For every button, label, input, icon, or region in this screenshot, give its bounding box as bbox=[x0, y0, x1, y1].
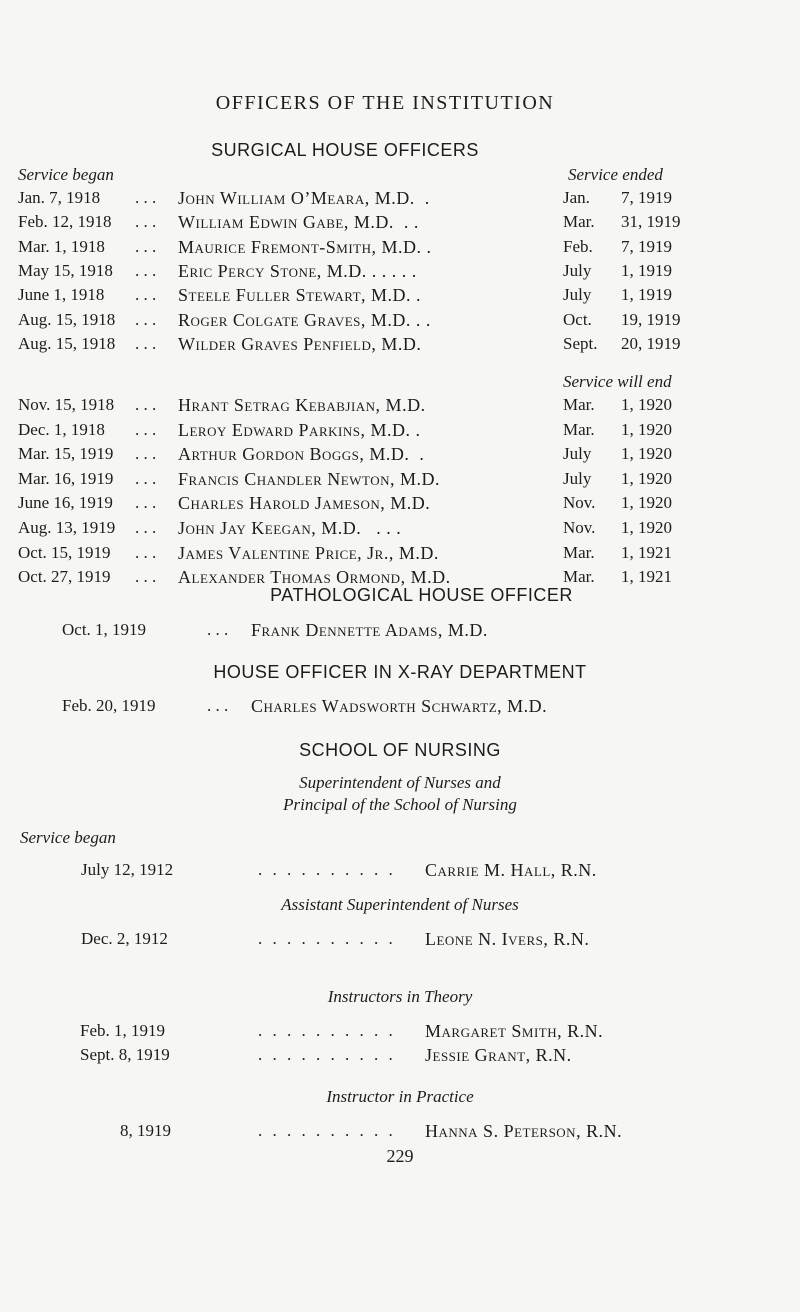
officer-name: Eric Percy Stone, M.D. . . . . . bbox=[178, 260, 417, 281]
leader-dots: . . . bbox=[135, 333, 157, 353]
service-began-date: June 1, 1918 bbox=[18, 285, 105, 305]
practice-row bbox=[0, 1121, 800, 1145]
leader-dots: . . . bbox=[135, 285, 157, 305]
assistant-row bbox=[0, 929, 800, 953]
service-end-month: Oct. bbox=[563, 309, 592, 329]
superintendent-row bbox=[0, 860, 800, 884]
service-end-month: Mar. bbox=[563, 395, 595, 414]
assistant-name: Leone N. Ivers, R.N. bbox=[425, 929, 590, 949]
officer-row bbox=[0, 237, 800, 261]
officer-name: Wilder Graves Penfield, M.D. bbox=[178, 333, 422, 354]
leader-dots: . . . bbox=[135, 395, 157, 414]
service-end-month: Mar. bbox=[563, 542, 595, 562]
theory-dots: . . . . . . . . . . bbox=[258, 1045, 396, 1064]
officer-name: Maurice Fremont-Smith, M.D. . bbox=[178, 236, 432, 257]
service-began-date: Aug. 13, 1919 bbox=[18, 518, 116, 537]
col-service-began: Service began bbox=[18, 165, 114, 184]
service-began-date: Mar. 15, 1919 bbox=[18, 444, 114, 464]
leader-dots: . . . bbox=[135, 468, 157, 488]
service-end-month: Nov. bbox=[563, 493, 596, 513]
nursing-heading: SCHOOL OF NURSING bbox=[299, 740, 501, 760]
service-end-month: Mar. bbox=[563, 212, 595, 232]
service-began-date: Oct. 15, 1919 bbox=[18, 542, 111, 562]
service-end-day: 1, 1921 bbox=[621, 567, 672, 587]
service-end-month: Mar. bbox=[563, 567, 595, 587]
service-end-month: Nov. bbox=[563, 518, 596, 537]
service-end-day: 1, 1920 bbox=[621, 444, 672, 464]
leader-dots: . . . bbox=[135, 236, 157, 256]
service-end-day: 1, 1920 bbox=[621, 518, 672, 537]
service-began-date: June 16, 1919 bbox=[18, 493, 113, 513]
service-began-date: Oct. 27, 1919 bbox=[18, 567, 111, 587]
leader-dots: . . . bbox=[135, 518, 157, 537]
theory-dots: . . . . . . . . . . bbox=[258, 1021, 396, 1040]
officer-row bbox=[0, 444, 800, 468]
col-service-ended: Service ended bbox=[568, 165, 663, 184]
service-end-day: 7, 1919 bbox=[621, 188, 672, 207]
officer-row bbox=[0, 395, 800, 419]
service-began-date: Aug. 15, 1918 bbox=[18, 309, 116, 329]
officer-name: John Jay Keegan, M.D. . . . bbox=[178, 518, 402, 538]
officer-name: Alexander Thomas Ormond, M.D. bbox=[178, 567, 451, 588]
officer-row bbox=[0, 261, 800, 285]
xray-row bbox=[0, 696, 800, 720]
officer-row bbox=[0, 518, 800, 542]
officer-name: Hrant Setrag Kebabjian, M.D. bbox=[178, 395, 426, 415]
service-began-date: Feb. 12, 1918 bbox=[18, 212, 112, 232]
service-end-day: 1, 1920 bbox=[621, 395, 672, 414]
assistant-heading: Assistant Superintendent of Nurses bbox=[281, 895, 519, 914]
service-end-day: 1, 1920 bbox=[621, 419, 672, 439]
service-end-day: 1, 1919 bbox=[621, 260, 672, 280]
xray-name: Charles Wadsworth Schwartz, M.D. bbox=[251, 696, 548, 716]
leader-dots: . . . bbox=[135, 419, 157, 439]
officer-row bbox=[0, 493, 800, 517]
pathological-dots: . . . bbox=[207, 620, 229, 639]
officer-name: William Edwin Gabe, M.D. . . bbox=[178, 212, 419, 233]
officer-row bbox=[0, 543, 800, 567]
service-end-day: 1, 1921 bbox=[621, 542, 672, 562]
page-title: OFFICERS OF THE INSTITUTION bbox=[215, 92, 555, 114]
theory-date: Feb. 1, 1919 bbox=[80, 1021, 165, 1040]
officer-row bbox=[0, 188, 800, 212]
service-end-day: 19, 1919 bbox=[621, 309, 681, 329]
surgical-heading: SURGICAL HOUSE OFFICERS bbox=[211, 140, 479, 160]
pathological-name: Frank Dennette Adams, M.D. bbox=[251, 620, 488, 640]
theory-name: Jessie Grant, R.N. bbox=[425, 1045, 572, 1065]
superintendent-name: Carrie M. Hall, R.N. bbox=[425, 860, 597, 880]
service-end-month: July bbox=[563, 260, 592, 280]
leader-dots: . . . bbox=[135, 260, 157, 280]
theory-row bbox=[0, 1021, 800, 1045]
officer-row bbox=[0, 212, 800, 236]
leader-dots: . . . bbox=[135, 188, 157, 207]
col-service-will-end: Service will end bbox=[563, 372, 672, 391]
theory-row bbox=[0, 1045, 800, 1069]
officer-row bbox=[0, 285, 800, 309]
service-end-day: 1, 1919 bbox=[621, 285, 672, 305]
service-end-month: Sept. bbox=[563, 333, 598, 353]
leader-dots: . . . bbox=[135, 444, 157, 464]
leader-dots: . . . bbox=[135, 567, 157, 587]
theory-date: Sept. 8, 1919 bbox=[80, 1045, 170, 1064]
practice-date: 8, 1919 bbox=[120, 1121, 171, 1140]
officer-name: Arthur Gordon Boggs, M.D. . bbox=[178, 444, 425, 465]
practice-heading: Instructor in Practice bbox=[326, 1087, 474, 1106]
service-end-month: Jan. bbox=[563, 188, 590, 207]
practice-dots: . . . . . . . . . . bbox=[258, 1121, 396, 1140]
xray-dots: . . . bbox=[207, 696, 229, 715]
service-end-day: 7, 1919 bbox=[621, 236, 672, 256]
service-began-date: Mar. 1, 1918 bbox=[18, 236, 105, 256]
officer-name: Roger Colgate Graves, M.D. . . bbox=[178, 309, 431, 330]
pathological-date: Oct. 1, 1919 bbox=[62, 620, 147, 639]
leader-dots: . . . bbox=[135, 542, 157, 562]
leader-dots: . . . bbox=[135, 309, 157, 329]
service-end-month: July bbox=[563, 444, 592, 464]
officer-name: James Valentine Price, Jr., M.D. bbox=[178, 542, 439, 563]
service-end-day: 20, 1919 bbox=[621, 333, 681, 353]
pathological-row bbox=[0, 620, 800, 644]
service-end-day: 1, 1920 bbox=[621, 468, 672, 488]
leader-dots: . . . bbox=[135, 212, 157, 232]
service-end-month: Mar. bbox=[563, 419, 595, 439]
service-end-month: July bbox=[563, 285, 592, 305]
assistant-dots: . . . . . . . . . . bbox=[258, 929, 396, 948]
service-end-day: 31, 1919 bbox=[621, 212, 681, 232]
service-end-day: 1, 1920 bbox=[621, 493, 672, 513]
nursing-col-began: Service began bbox=[20, 828, 116, 847]
superintendent-dots: . . . . . . . . . . bbox=[258, 860, 396, 879]
leader-dots: . . . bbox=[135, 493, 157, 513]
service-began-date: Jan. 7, 1918 bbox=[18, 188, 101, 207]
practice-name: Hanna S. Peterson, R.N. bbox=[425, 1121, 623, 1141]
officer-name: Steele Fuller Stewart, M.D. . bbox=[178, 285, 422, 306]
nursing-sub1-line1: Superintendent of Nurses and bbox=[299, 773, 501, 792]
pathological-heading: PATHOLOGICAL HOUSE OFFICER bbox=[270, 585, 573, 605]
nursing-sub1-line2: Principal of the School of Nursing bbox=[283, 795, 517, 814]
superintendent-date: July 12, 1912 bbox=[81, 860, 174, 879]
officer-row bbox=[0, 334, 800, 358]
officer-name: John William O’Meara, M.D. . bbox=[178, 188, 430, 208]
officer-name: Charles Harold Jameson, M.D. bbox=[178, 493, 431, 514]
assistant-date: Dec. 2, 1912 bbox=[81, 929, 168, 948]
officer-name: Leroy Edward Parkins, M.D. . bbox=[178, 419, 421, 440]
xray-date: Feb. 20, 1919 bbox=[62, 696, 156, 715]
service-began-date: May 15, 1918 bbox=[18, 260, 113, 280]
service-end-month: Feb. bbox=[563, 236, 593, 256]
officer-row bbox=[0, 310, 800, 334]
theory-heading: Instructors in Theory bbox=[327, 987, 473, 1006]
officer-row bbox=[0, 420, 800, 444]
theory-name: Margaret Smith, R.N. bbox=[425, 1021, 604, 1041]
xray-heading: HOUSE OFFICER IN X-RAY DEPARTMENT bbox=[213, 662, 587, 682]
officer-name: Francis Chandler Newton, M.D. bbox=[178, 468, 440, 489]
service-began-date: Nov. 15, 1918 bbox=[18, 395, 115, 414]
service-began-date: Dec. 1, 1918 bbox=[18, 419, 105, 439]
service-end-month: July bbox=[563, 468, 592, 488]
service-began-date: Mar. 16, 1919 bbox=[18, 468, 114, 488]
service-began-date: Aug. 15, 1918 bbox=[18, 333, 116, 353]
page-number: 229 bbox=[386, 1146, 414, 1166]
officer-row bbox=[0, 469, 800, 493]
